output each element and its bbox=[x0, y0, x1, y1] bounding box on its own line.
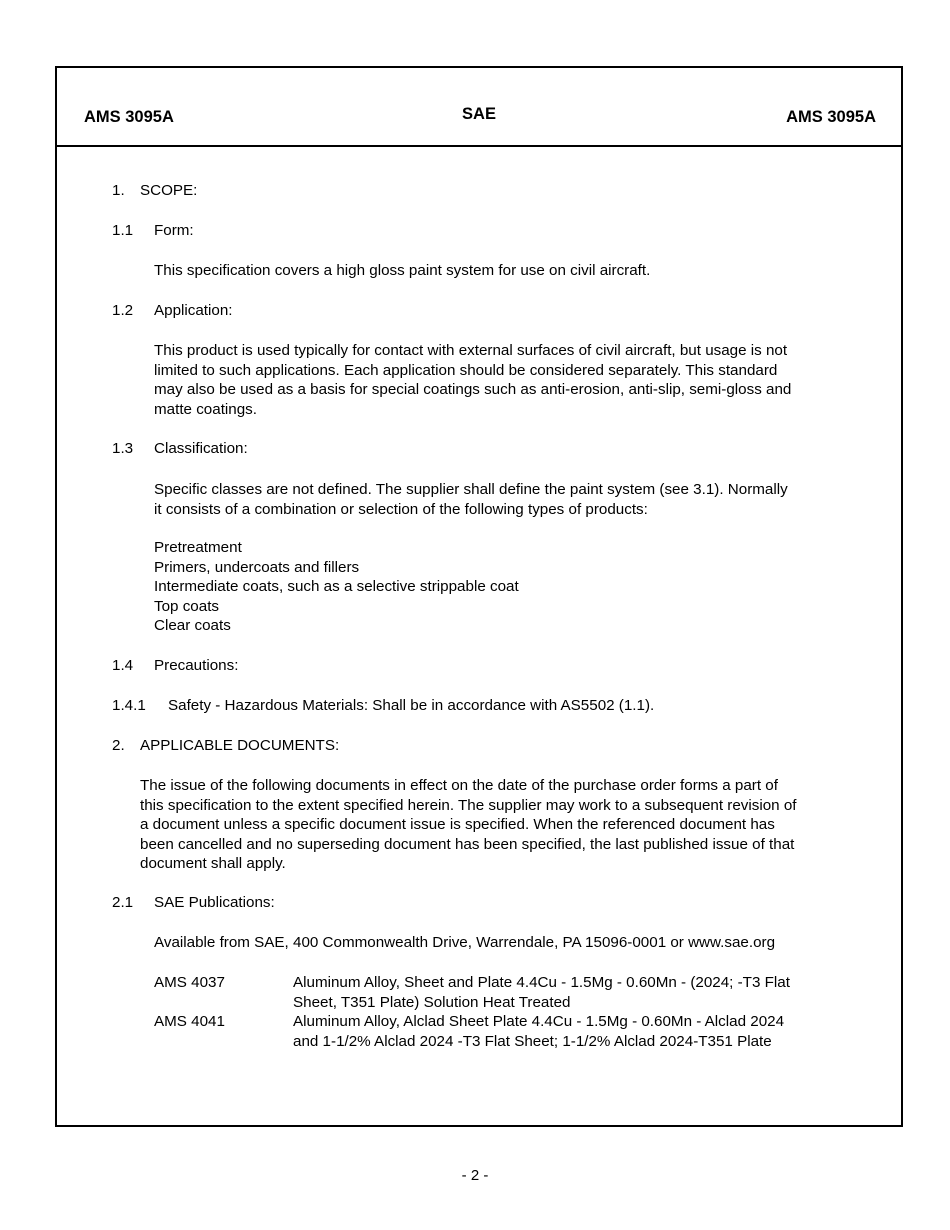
doc-ref-id: AMS 4037 bbox=[154, 974, 225, 991]
section-1-3-line: Specific classes are not defined. The supplier shall define the paint system (see 3.1). Normally bbox=[154, 481, 788, 498]
section-2-line: The issue of the following documents in effect on the date of the purchase order forms a part of bbox=[140, 777, 778, 794]
doc-ref-title-line: Aluminum Alloy, Sheet and Plate 4.4Cu - 1.5Mg - 0.60Mn - (2024; -T3 Flat bbox=[293, 974, 790, 991]
section-2-number: 2. bbox=[112, 737, 125, 754]
section-1-4-1-text: Safety - Hazardous Materials: Shall be in accordance with AS5502 (1.1). bbox=[168, 697, 655, 714]
section-2-title: APPLICABLE DOCUMENTS: bbox=[140, 737, 340, 754]
header-org: SAE bbox=[462, 105, 496, 123]
product-list-item: Clear coats bbox=[154, 617, 231, 634]
section-1-2-line: limited to such applications. Each application should be considered separately. This standard bbox=[154, 361, 778, 379]
section-1-3-line: it consists of a combination or selection of the following types of products: bbox=[154, 500, 648, 518]
section-2-1-title: SAE Publications: bbox=[154, 894, 275, 911]
section-2-line: been cancelled and no superseding document has been specified, the last published issue of that bbox=[140, 835, 795, 853]
doc-ref-id: AMS 4041 bbox=[154, 1013, 225, 1030]
section-1-3-number: 1.3 bbox=[112, 440, 134, 457]
section-1-2-line: This product is used typically for contact with external surfaces of civil aircraft, but usage is not bbox=[154, 342, 788, 359]
page-number: - 2 - bbox=[461, 1167, 489, 1184]
section-1-4-number: 1.4 bbox=[112, 657, 134, 674]
header-doc-id-right: AMS 3095A bbox=[786, 108, 876, 126]
doc-ref-title-line: Aluminum Alloy, Alclad Sheet Plate 4.4Cu - 1.5Mg - 0.60Mn - Alclad 2024 bbox=[293, 1013, 785, 1030]
section-2-line: this specification to the extent specified herein. The supplier may work to a subsequent revision of bbox=[140, 796, 797, 814]
section-1-1-title: Form: bbox=[154, 222, 194, 239]
section-1-2-line: may also be used as a basis for special coatings such as anti-erosion, anti-slip, semi-gloss and bbox=[154, 381, 792, 398]
product-list-item: Pretreatment bbox=[154, 539, 242, 556]
section-1-2-title: Application: bbox=[154, 302, 233, 319]
section-1-3-title: Classification: bbox=[154, 440, 248, 457]
section-2-1-available: Available from SAE, 400 Commonwealth Drive, Warrendale, PA 15096-0001 or www.sae.org bbox=[154, 934, 776, 951]
section-2-line: a document unless a specific document issue is specified. When the referenced document has bbox=[140, 816, 775, 833]
section-1-1-body: This specification covers a high gloss paint system for use on civil aircraft. bbox=[154, 262, 651, 279]
section-1-4-title: Precautions: bbox=[154, 657, 239, 674]
page-header bbox=[57, 68, 901, 147]
section-1-2-line: matte coatings. bbox=[154, 400, 257, 418]
doc-ref-title-line: and 1-1/2% Alclad 2024 -T3 Flat Sheet; 1-1/2% Alclad 2024-T351 Plate bbox=[293, 1032, 772, 1050]
section-1-2-number: 1.2 bbox=[112, 302, 134, 319]
product-list-item: Top coats bbox=[154, 597, 220, 615]
section-1-title: SCOPE: bbox=[140, 182, 198, 199]
section-1-4-1-number: 1.4.1 bbox=[112, 697, 146, 714]
section-1-number: 1. bbox=[112, 182, 125, 199]
doc-ref-title-line: Sheet, T351 Plate) Solution Heat Treated bbox=[293, 993, 571, 1011]
section-2-line: document shall apply. bbox=[140, 855, 286, 872]
header-doc-id-left: AMS 3095A bbox=[84, 108, 174, 126]
product-list-item: Primers, undercoats and fillers bbox=[154, 558, 360, 576]
section-2-1-number: 2.1 bbox=[112, 894, 134, 911]
section-1-1-number: 1.1 bbox=[112, 222, 134, 239]
product-list-item: Intermediate coats, such as a selective strippable coat bbox=[154, 578, 519, 595]
